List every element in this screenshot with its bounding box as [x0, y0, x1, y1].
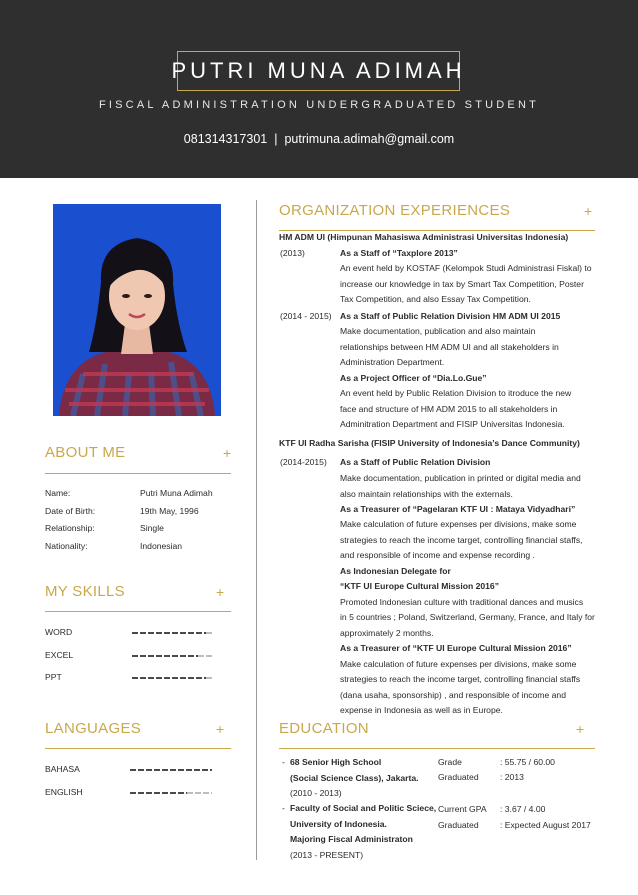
- skill-name: EXCEL: [45, 650, 74, 660]
- skill-bar: [132, 655, 214, 657]
- about-rule: [45, 473, 231, 474]
- language-name: ENGLISH: [45, 787, 83, 797]
- header: [0, 0, 638, 178]
- education-detail: University of Indonesia.: [290, 819, 387, 829]
- skill-name: WORD: [45, 627, 73, 637]
- org-description: in 5 countries ; Poland, Switzerland, Germany, France, and Italy for: [340, 612, 595, 622]
- skill-bar-rest: [198, 655, 214, 657]
- education-dash: -: [282, 757, 285, 767]
- education-detail: Faculty of Social and Politic Sciece,: [290, 803, 437, 813]
- skill-bar: [132, 677, 214, 679]
- about-label: Date of Birth:: [45, 506, 96, 516]
- org-description: An event held by Public Relation Division to itroduce the new: [340, 388, 572, 398]
- org-description: strategies to reach the income target, controlling financial staffs: [340, 674, 581, 684]
- skill-bar-fill: [132, 655, 198, 657]
- skill-bar: [132, 632, 214, 634]
- skills-plus-icon[interactable]: +: [216, 584, 225, 600]
- about-label: Nationality:: [45, 541, 88, 551]
- about-value: 19th May, 1996: [140, 506, 199, 516]
- org-description: relationships between HM ADM UI and all stakeholders in: [340, 342, 559, 352]
- org-description: approximately 2 months.: [340, 628, 434, 638]
- education-label: Current GPA: [438, 804, 487, 814]
- name-title: PUTRI MUNA ADIMAH: [177, 51, 460, 91]
- org-role: “KTF UI Europe Cultural Mission 2016”: [340, 581, 500, 591]
- languages-rule: [45, 748, 231, 749]
- education-label: Graduated: [438, 820, 479, 830]
- org-role: As a Treasurer of “KTF UI Europe Cultural Mission 2016”: [340, 643, 572, 653]
- org-description: An event held by KOSTAF (Kelompok Studi Administrasi Fiskal) to: [340, 263, 592, 273]
- education-plus-icon[interactable]: +: [576, 721, 585, 737]
- profile-photo: [53, 204, 221, 416]
- about-label: Name:: [45, 488, 71, 498]
- language-name: BAHASA: [45, 764, 80, 774]
- org-description: Tax Competition, and also Essay Tax Competition.: [340, 294, 531, 304]
- languages-title: LANGUAGES: [45, 720, 142, 737]
- education-detail: (2010 - 2013): [290, 788, 342, 798]
- language-bar-fill: [130, 792, 187, 794]
- org-description: strategies to reach the income target, controlling financial staffs,: [340, 535, 583, 545]
- education-label: Grade: [438, 757, 462, 767]
- org-description: Make calculation of future expenses per divisions, make some: [340, 659, 577, 669]
- org-description: also maintain relationships with the externals.: [340, 489, 513, 499]
- org-name: KTF UI Radha Sarisha (FISIP University of Indonesia’s Dance Community): [279, 438, 580, 448]
- about-title: ABOUT ME: [45, 444, 126, 461]
- org-rule: [279, 230, 595, 231]
- org-role: As a Project Officer of “Dia.Lo.Gue”: [340, 373, 487, 383]
- org-description: face and structure of HM ADM 2015 to all stakeholders in: [340, 404, 558, 414]
- skill-name: PPT: [45, 672, 62, 682]
- education-detail: Majoring Fiscal Administraton: [290, 834, 413, 844]
- language-bar-rest: [187, 792, 212, 794]
- org-description: Make documentation, publication in printed or digital media and: [340, 473, 581, 483]
- org-period: (2013): [280, 248, 305, 258]
- phone: 081314317301: [183, 132, 268, 146]
- org-title: ORGANIZATION EXPERIENCES: [279, 202, 511, 219]
- about-label: Relationship:: [45, 523, 95, 533]
- org-description: Adminitration Department and FISIP Universitas Indonesia.: [340, 419, 565, 429]
- about-plus-icon[interactable]: +: [223, 445, 232, 461]
- education-value: : 55.75 / 60.00: [500, 757, 555, 767]
- skill-bar-rest: [206, 632, 214, 634]
- org-plus-icon[interactable]: +: [584, 203, 593, 219]
- skills-title: MY SKILLS: [45, 583, 125, 600]
- email[interactable]: putrimuna.adimah@gmail.com: [284, 132, 455, 146]
- org-description: increase our knowledge in tax by Smart Tax Competition, Poster: [340, 279, 584, 289]
- org-role: As Indonesian Delegate for: [340, 566, 451, 576]
- org-role: As a Staff of Public Relation Division HM ADM UI 2015: [340, 311, 561, 321]
- education-rule: [279, 748, 595, 749]
- org-period: (2014 - 2015): [280, 311, 332, 321]
- column-divider: [256, 200, 257, 860]
- org-description: Make documentation, publication and also maintain: [340, 326, 536, 336]
- education-detail: (Social Science Class), Jakarta.: [290, 773, 419, 783]
- org-name: HM ADM UI (Himpunan Mahasiswa Administrasi Universitas Indonesia): [279, 232, 569, 242]
- org-description: (dana usaha, sponsorship) , and responsible of income and: [340, 690, 566, 700]
- about-value: Single: [140, 523, 164, 533]
- education-value: : 2013: [500, 772, 524, 782]
- skill-bar-rest: [206, 677, 214, 679]
- education-detail: (2013 - PRESENT): [290, 850, 364, 860]
- education-title: EDUCATION: [279, 720, 369, 737]
- skill-bar-fill: [132, 632, 206, 634]
- education-label: Graduated: [438, 772, 479, 782]
- org-role: As a Staff of Public Relation Division: [340, 457, 491, 467]
- profile-photo-illustration: [53, 204, 221, 416]
- about-value: Indonesian: [140, 541, 183, 551]
- education-detail: 68 Senior High School: [290, 757, 382, 767]
- org-description: expense in Indonesia as well as in Europe.: [340, 705, 503, 715]
- education-dash: -: [282, 803, 285, 813]
- org-description: Administration Department.: [340, 357, 445, 367]
- language-bar: [130, 769, 212, 771]
- language-bar: [130, 792, 212, 794]
- contact-line: [0, 132, 638, 146]
- education-value: : 3.67 / 4.00: [500, 804, 546, 814]
- org-role: As a Staff of “Taxplore 2013”: [340, 248, 458, 258]
- language-bar-fill: [130, 769, 212, 771]
- contact-separator: |: [274, 132, 278, 146]
- about-value: Putri Muna Adimah: [140, 488, 213, 498]
- org-description: Promoted Indonesian culture with traditional dances and musics: [340, 597, 584, 607]
- skills-rule: [45, 611, 231, 612]
- org-description: and responsible of income and expense recording .: [340, 550, 535, 560]
- education-value: : Expected August 2017: [500, 820, 591, 830]
- languages-plus-icon[interactable]: +: [216, 721, 225, 737]
- org-period: (2014-2015): [280, 457, 327, 467]
- org-role: As a Treasurer of “Pagelaran KTF UI : Mataya Vidyadhari”: [340, 504, 576, 514]
- skill-bar-fill: [132, 677, 206, 679]
- subtitle: FISCAL ADMINISTRATION UNDERGRADUATED STUDENT: [98, 99, 540, 111]
- org-description: Make calculation of future expenses per divisions, make some: [340, 519, 577, 529]
